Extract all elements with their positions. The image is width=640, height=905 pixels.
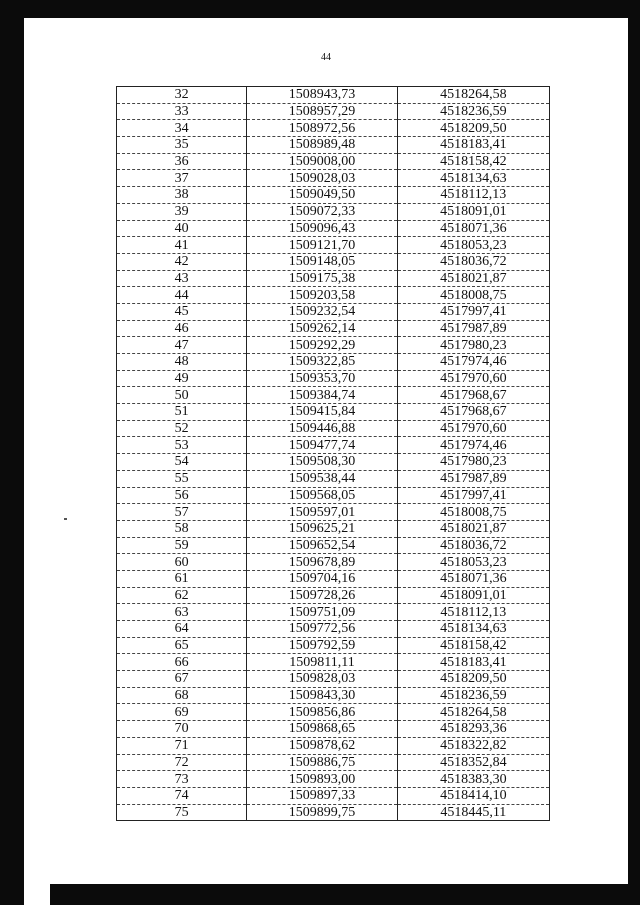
y-coordinate-cell: 4518008,75 [397, 287, 549, 304]
y-coordinate-cell: 4518021,87 [397, 270, 549, 287]
y-coordinate-cell: 4518209,50 [397, 671, 549, 688]
y-coordinate-cell: 4518352,84 [397, 754, 549, 771]
y-coordinate-cell: 4518414,10 [397, 787, 549, 804]
y-coordinate-cell: 4517997,41 [397, 487, 549, 504]
x-coordinate-cell: 1509878,62 [247, 737, 397, 754]
document-page [24, 18, 628, 884]
y-coordinate-cell: 4518209,50 [397, 120, 549, 137]
table-row [117, 203, 550, 220]
table-row [117, 537, 550, 554]
x-coordinate-cell: 1509843,30 [247, 687, 397, 704]
y-coordinate-cell: 4518053,23 [397, 554, 549, 571]
table-row [117, 704, 550, 721]
y-coordinate-cell: 4517997,41 [397, 303, 549, 320]
y-coordinate-cell: 4517987,89 [397, 320, 549, 337]
table-row [117, 103, 550, 120]
point-number-cell: 62 [117, 587, 247, 604]
x-coordinate-cell: 1509203,58 [247, 287, 397, 304]
y-coordinate-cell: 4518053,23 [397, 237, 549, 254]
point-number-cell: 66 [117, 654, 247, 671]
point-number-cell: 63 [117, 604, 247, 621]
y-coordinate-cell: 4518158,42 [397, 153, 549, 170]
x-coordinate-cell: 1509008,00 [247, 153, 397, 170]
point-number-cell: 54 [117, 454, 247, 471]
table-row [117, 437, 550, 454]
y-coordinate-cell: 4517980,23 [397, 337, 549, 354]
table-row [117, 787, 550, 804]
y-coordinate-cell: 4517968,67 [397, 404, 549, 421]
table-row [117, 270, 550, 287]
point-number-cell: 34 [117, 120, 247, 137]
x-coordinate-cell: 1508972,56 [247, 120, 397, 137]
table-row [117, 737, 550, 754]
y-coordinate-cell: 4517970,60 [397, 420, 549, 437]
x-coordinate-cell: 1509121,70 [247, 237, 397, 254]
x-coordinate-cell: 1509897,33 [247, 787, 397, 804]
y-coordinate-cell: 4518091,01 [397, 203, 549, 220]
table-row [117, 287, 550, 304]
point-number-cell: 57 [117, 504, 247, 521]
x-coordinate-cell: 1509868,65 [247, 721, 397, 738]
x-coordinate-cell: 1509568,05 [247, 487, 397, 504]
y-coordinate-cell: 4518036,72 [397, 253, 549, 270]
y-coordinate-cell: 4518445,11 [397, 804, 549, 821]
table-row [117, 771, 550, 788]
table-row [117, 420, 550, 437]
x-coordinate-cell: 1509772,56 [247, 621, 397, 638]
x-coordinate-cell: 1509292,29 [247, 337, 397, 354]
point-number-cell: 39 [117, 203, 247, 220]
point-number-cell: 41 [117, 237, 247, 254]
table-row [117, 470, 550, 487]
y-coordinate-cell: 4518293,36 [397, 721, 549, 738]
point-number-cell: 73 [117, 771, 247, 788]
table-row [117, 153, 550, 170]
table-row [117, 303, 550, 320]
point-number-cell: 65 [117, 637, 247, 654]
table-row [117, 504, 550, 521]
point-number-cell: 74 [117, 787, 247, 804]
point-number-cell: 61 [117, 570, 247, 587]
x-coordinate-cell: 1509028,03 [247, 170, 397, 187]
y-coordinate-cell: 4517968,67 [397, 387, 549, 404]
point-number-cell: 36 [117, 153, 247, 170]
table-row [117, 604, 550, 621]
x-coordinate-cell: 1509508,30 [247, 454, 397, 471]
table-row [117, 354, 550, 371]
y-coordinate-cell: 4517974,46 [397, 354, 549, 371]
y-coordinate-cell: 4518071,36 [397, 220, 549, 237]
table-row [117, 487, 550, 504]
point-number-cell: 52 [117, 420, 247, 437]
x-coordinate-cell: 1509652,54 [247, 537, 397, 554]
x-coordinate-cell: 1509072,33 [247, 203, 397, 220]
point-number-cell: 46 [117, 320, 247, 337]
point-number-cell: 42 [117, 253, 247, 270]
point-number-cell: 64 [117, 621, 247, 638]
x-coordinate-cell: 1509415,84 [247, 404, 397, 421]
y-coordinate-cell: 4518091,01 [397, 587, 549, 604]
point-number-cell: 71 [117, 737, 247, 754]
point-number-cell: 35 [117, 137, 247, 154]
point-number-cell: 75 [117, 804, 247, 821]
table-row [117, 87, 550, 104]
x-coordinate-cell: 1509262,14 [247, 320, 397, 337]
point-number-cell: 70 [117, 721, 247, 738]
x-coordinate-cell: 1509049,50 [247, 187, 397, 204]
y-coordinate-cell: 4518383,30 [397, 771, 549, 788]
y-coordinate-cell: 4518134,63 [397, 170, 549, 187]
table-row [117, 404, 550, 421]
point-number-cell: 51 [117, 404, 247, 421]
x-coordinate-cell: 1509704,16 [247, 570, 397, 587]
table-row [117, 570, 550, 587]
scan-border-right [628, 0, 640, 905]
x-coordinate-cell: 1509625,21 [247, 520, 397, 537]
x-coordinate-cell: 1509096,43 [247, 220, 397, 237]
y-coordinate-cell: 4517974,46 [397, 437, 549, 454]
point-number-cell: 68 [117, 687, 247, 704]
y-coordinate-cell: 4518112,13 [397, 604, 549, 621]
y-coordinate-cell: 4517980,23 [397, 454, 549, 471]
table-row [117, 137, 550, 154]
x-coordinate-cell: 1509597,01 [247, 504, 397, 521]
table-row [117, 687, 550, 704]
point-number-cell: 38 [117, 187, 247, 204]
point-number-cell: 53 [117, 437, 247, 454]
y-coordinate-cell: 4518236,59 [397, 103, 549, 120]
x-coordinate-cell: 1509232,54 [247, 303, 397, 320]
table-row [117, 671, 550, 688]
point-number-cell: 72 [117, 754, 247, 771]
y-coordinate-cell: 4518264,58 [397, 87, 549, 104]
y-coordinate-cell: 4518264,58 [397, 704, 549, 721]
x-coordinate-cell: 1509792,59 [247, 637, 397, 654]
x-coordinate-cell: 1508989,48 [247, 137, 397, 154]
x-coordinate-cell: 1509828,03 [247, 671, 397, 688]
point-number-cell: 50 [117, 387, 247, 404]
table-row [117, 804, 550, 821]
table-row [117, 637, 550, 654]
y-coordinate-cell: 4518021,87 [397, 520, 549, 537]
x-coordinate-cell: 1509811,11 [247, 654, 397, 671]
scan-speck [64, 518, 67, 520]
table-row [117, 621, 550, 638]
scan-border-bottom [50, 884, 640, 905]
y-coordinate-cell: 4518236,59 [397, 687, 549, 704]
x-coordinate-cell: 1509538,44 [247, 470, 397, 487]
table-row [117, 654, 550, 671]
y-coordinate-cell: 4518036,72 [397, 537, 549, 554]
table-row [117, 721, 550, 738]
table-row [117, 554, 550, 571]
point-number-cell: 45 [117, 303, 247, 320]
x-coordinate-cell: 1509728,26 [247, 587, 397, 604]
table-row [117, 454, 550, 471]
point-number-cell: 67 [117, 671, 247, 688]
table-row [117, 170, 550, 187]
y-coordinate-cell: 4518183,41 [397, 137, 549, 154]
y-coordinate-cell: 4518071,36 [397, 570, 549, 587]
point-number-cell: 58 [117, 520, 247, 537]
x-coordinate-cell: 1509175,38 [247, 270, 397, 287]
coordinates-table [116, 86, 550, 821]
point-number-cell: 47 [117, 337, 247, 354]
table-row [117, 370, 550, 387]
scan-border-top [0, 0, 640, 18]
y-coordinate-cell: 4518158,42 [397, 637, 549, 654]
x-coordinate-cell: 1508957,29 [247, 103, 397, 120]
point-number-cell: 40 [117, 220, 247, 237]
coordinates-table-body [117, 87, 550, 821]
y-coordinate-cell: 4518112,13 [397, 187, 549, 204]
x-coordinate-cell: 1509678,89 [247, 554, 397, 571]
x-coordinate-cell: 1509322,85 [247, 354, 397, 371]
y-coordinate-cell: 4518008,75 [397, 504, 549, 521]
y-coordinate-cell: 4517970,60 [397, 370, 549, 387]
table-row [117, 320, 550, 337]
point-number-cell: 43 [117, 270, 247, 287]
table-row [117, 754, 550, 771]
x-coordinate-cell: 1509856,86 [247, 704, 397, 721]
x-coordinate-cell: 1509899,75 [247, 804, 397, 821]
scan-border-left [0, 0, 24, 905]
point-number-cell: 32 [117, 87, 247, 104]
table-row [117, 337, 550, 354]
y-coordinate-cell: 4518134,63 [397, 621, 549, 638]
table-row [117, 387, 550, 404]
x-coordinate-cell: 1509353,70 [247, 370, 397, 387]
table-row [117, 520, 550, 537]
x-coordinate-cell: 1509148,05 [247, 253, 397, 270]
point-number-cell: 60 [117, 554, 247, 571]
table-row [117, 237, 550, 254]
y-coordinate-cell: 4517987,89 [397, 470, 549, 487]
point-number-cell: 55 [117, 470, 247, 487]
point-number-cell: 59 [117, 537, 247, 554]
point-number-cell: 44 [117, 287, 247, 304]
point-number-cell: 37 [117, 170, 247, 187]
x-coordinate-cell: 1509751,09 [247, 604, 397, 621]
x-coordinate-cell: 1509477,74 [247, 437, 397, 454]
x-coordinate-cell: 1509446,88 [247, 420, 397, 437]
table-row [117, 120, 550, 137]
table-row [117, 587, 550, 604]
x-coordinate-cell: 1509893,00 [247, 771, 397, 788]
y-coordinate-cell: 4518183,41 [397, 654, 549, 671]
point-number-cell: 49 [117, 370, 247, 387]
x-coordinate-cell: 1509886,75 [247, 754, 397, 771]
x-coordinate-cell: 1508943,73 [247, 87, 397, 104]
x-coordinate-cell: 1509384,74 [247, 387, 397, 404]
point-number-cell: 69 [117, 704, 247, 721]
point-number-cell: 48 [117, 354, 247, 371]
point-number-cell: 33 [117, 103, 247, 120]
table-row [117, 253, 550, 270]
table-row [117, 187, 550, 204]
point-number-cell: 56 [117, 487, 247, 504]
page-number: 44 [321, 52, 331, 63]
table-row [117, 220, 550, 237]
y-coordinate-cell: 4518322,82 [397, 737, 549, 754]
